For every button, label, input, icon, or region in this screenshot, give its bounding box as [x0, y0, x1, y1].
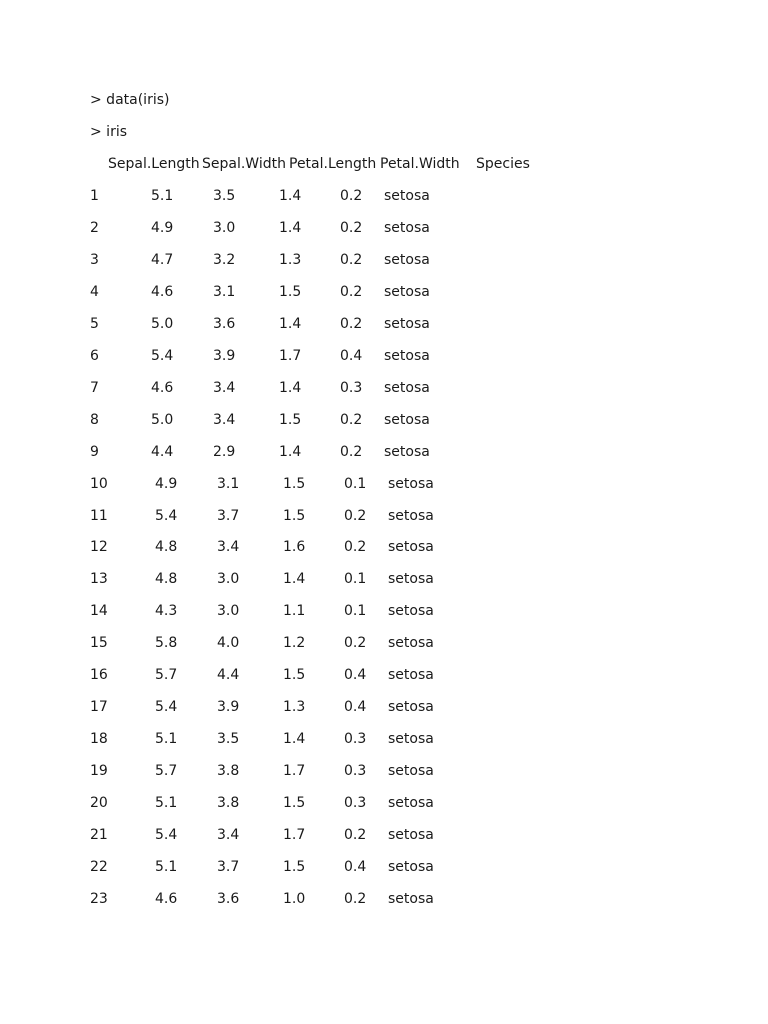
table-row	[0, 697, 768, 717]
cell-petal-width: 0.4	[344, 667, 367, 683]
cell-species: setosa	[388, 635, 434, 651]
table-row	[0, 218, 768, 238]
cell-petal-width: 0.1	[344, 603, 367, 619]
cell-sepal-length: 4.8	[155, 539, 178, 555]
cell-sepal-width: 2.9	[213, 444, 236, 460]
cell-petal-width: 0.3	[344, 763, 367, 779]
cell-sepal-width: 3.1	[213, 284, 236, 300]
cell-sepal-length: 4.6	[155, 891, 178, 907]
cell-sepal-length: 4.4	[151, 444, 174, 460]
cell-petal-length: 1.5	[279, 284, 302, 300]
cell-sepal-width: 3.5	[217, 731, 240, 747]
cell-sepal-width: 3.1	[217, 476, 240, 492]
cell-petal-width: 0.2	[340, 220, 363, 236]
table-row	[0, 825, 768, 845]
console-command-data-iris: > data(iris)	[90, 92, 170, 108]
cell-petal-length: 1.1	[283, 603, 306, 619]
row-number: 18	[90, 731, 108, 747]
cell-petal-length: 1.5	[283, 667, 306, 683]
cell-petal-width: 0.4	[344, 859, 367, 875]
cell-sepal-width: 3.8	[217, 763, 240, 779]
cell-species: setosa	[388, 891, 434, 907]
cell-petal-width: 0.3	[344, 795, 367, 811]
row-number: 17	[90, 699, 108, 715]
row-number: 1	[90, 188, 99, 204]
table-row	[0, 889, 768, 909]
row-number: 14	[90, 603, 108, 619]
cell-species: setosa	[388, 508, 434, 524]
cell-petal-width: 0.2	[344, 508, 367, 524]
cell-species: setosa	[384, 412, 430, 428]
cell-species: setosa	[384, 380, 430, 396]
cell-petal-width: 0.2	[344, 891, 367, 907]
cell-petal-length: 1.4	[279, 188, 302, 204]
cell-sepal-length: 4.3	[155, 603, 178, 619]
row-number: 4	[90, 284, 99, 300]
cell-sepal-width: 3.7	[217, 859, 240, 875]
cell-sepal-length: 4.6	[151, 284, 174, 300]
row-number: 9	[90, 444, 99, 460]
cell-petal-length: 1.4	[283, 571, 306, 587]
cell-species: setosa	[388, 667, 434, 683]
table-row	[0, 474, 768, 494]
cell-petal-length: 1.5	[283, 476, 306, 492]
table-row	[0, 378, 768, 398]
row-number: 20	[90, 795, 108, 811]
cell-petal-width: 0.2	[344, 827, 367, 843]
cell-sepal-length: 4.8	[155, 571, 178, 587]
cell-species: setosa	[388, 763, 434, 779]
cell-sepal-width: 3.6	[213, 316, 236, 332]
table-row	[0, 410, 768, 430]
cell-sepal-width: 3.4	[213, 412, 236, 428]
table-row	[0, 250, 768, 270]
cell-species: setosa	[384, 348, 430, 364]
table-row	[0, 793, 768, 813]
cell-petal-length: 1.6	[283, 539, 306, 555]
cell-sepal-length: 5.7	[155, 763, 178, 779]
cell-sepal-length: 5.4	[155, 508, 178, 524]
cell-petal-width: 0.2	[340, 444, 363, 460]
cell-species: setosa	[388, 795, 434, 811]
row-number: 15	[90, 635, 108, 651]
cell-sepal-width: 3.6	[217, 891, 240, 907]
cell-sepal-length: 4.7	[151, 252, 174, 268]
table-row	[0, 665, 768, 685]
cell-petal-length: 1.3	[279, 252, 302, 268]
row-number: 16	[90, 667, 108, 683]
cell-sepal-length: 4.9	[155, 476, 178, 492]
row-number: 8	[90, 412, 99, 428]
cell-petal-width: 0.4	[340, 348, 363, 364]
cell-species: setosa	[384, 444, 430, 460]
row-number: 7	[90, 380, 99, 396]
cell-petal-length: 1.4	[279, 220, 302, 236]
cell-sepal-width: 3.9	[213, 348, 236, 364]
column-header-petal-length: Petal.Length	[289, 156, 377, 172]
cell-species: setosa	[388, 571, 434, 587]
cell-sepal-length: 5.4	[151, 348, 174, 364]
cell-species: setosa	[384, 252, 430, 268]
cell-petal-length: 1.5	[283, 508, 306, 524]
cell-sepal-length: 5.7	[155, 667, 178, 683]
cell-sepal-width: 3.4	[217, 539, 240, 555]
cell-petal-width: 0.4	[344, 699, 367, 715]
row-number: 6	[90, 348, 99, 364]
cell-sepal-length: 4.9	[151, 220, 174, 236]
cell-petal-width: 0.3	[344, 731, 367, 747]
row-number: 5	[90, 316, 99, 332]
cell-sepal-width: 3.8	[217, 795, 240, 811]
row-number: 22	[90, 859, 108, 875]
cell-petal-length: 1.7	[283, 827, 306, 843]
cell-petal-length: 1.7	[283, 763, 306, 779]
cell-sepal-length: 5.1	[155, 795, 178, 811]
table-row	[0, 569, 768, 589]
row-number: 19	[90, 763, 108, 779]
row-number: 10	[90, 476, 108, 492]
table-row	[0, 442, 768, 462]
cell-sepal-length: 5.1	[151, 188, 174, 204]
column-header-petal-width: Petal.Width	[380, 156, 460, 172]
cell-petal-width: 0.2	[340, 284, 363, 300]
row-number: 13	[90, 571, 108, 587]
table-row	[0, 537, 768, 557]
cell-sepal-width: 3.2	[213, 252, 236, 268]
cell-species: setosa	[388, 859, 434, 875]
cell-petal-width: 0.2	[344, 635, 367, 651]
cell-petal-width: 0.3	[340, 380, 363, 396]
table-row	[0, 761, 768, 781]
cell-species: setosa	[388, 476, 434, 492]
cell-petal-length: 1.0	[283, 891, 306, 907]
cell-species: setosa	[388, 603, 434, 619]
cell-sepal-length: 5.1	[155, 731, 178, 747]
cell-sepal-width: 3.0	[213, 220, 236, 236]
cell-species: setosa	[388, 539, 434, 555]
column-header-sepal-width: Sepal.Width	[202, 156, 286, 172]
cell-sepal-width: 3.9	[217, 699, 240, 715]
cell-species: setosa	[384, 284, 430, 300]
cell-petal-length: 1.4	[279, 316, 302, 332]
cell-petal-length: 1.4	[283, 731, 306, 747]
cell-petal-length: 1.5	[283, 795, 306, 811]
cell-sepal-length: 5.0	[151, 316, 174, 332]
row-number: 12	[90, 539, 108, 555]
cell-sepal-width: 4.4	[217, 667, 240, 683]
row-number: 3	[90, 252, 99, 268]
cell-petal-width: 0.2	[340, 252, 363, 268]
console-command-iris: > iris	[90, 124, 128, 140]
cell-species: setosa	[384, 188, 430, 204]
cell-sepal-width: 4.0	[217, 635, 240, 651]
cell-petal-length: 1.5	[283, 859, 306, 875]
cell-species: setosa	[384, 316, 430, 332]
cell-sepal-width: 3.7	[217, 508, 240, 524]
cell-petal-width: 0.2	[340, 188, 363, 204]
cell-species: setosa	[388, 731, 434, 747]
cell-petal-width: 0.1	[344, 476, 367, 492]
table-row	[0, 282, 768, 302]
cell-petal-width: 0.1	[344, 571, 367, 587]
cell-petal-width: 0.2	[344, 539, 367, 555]
cell-sepal-width: 3.0	[217, 603, 240, 619]
row-number: 23	[90, 891, 108, 907]
cell-species: setosa	[388, 827, 434, 843]
cell-sepal-length: 5.4	[155, 827, 178, 843]
cell-petal-length: 1.4	[279, 380, 302, 396]
table-row	[0, 633, 768, 653]
column-header-sepal-length: Sepal.Length	[108, 156, 200, 172]
cell-species: setosa	[384, 220, 430, 236]
cell-sepal-length: 5.8	[155, 635, 178, 651]
row-number: 21	[90, 827, 108, 843]
row-number: 2	[90, 220, 99, 236]
table-row	[0, 601, 768, 621]
table-row	[0, 857, 768, 877]
cell-petal-width: 0.2	[340, 412, 363, 428]
cell-species: setosa	[388, 699, 434, 715]
cell-sepal-length: 5.1	[155, 859, 178, 875]
table-row	[0, 186, 768, 206]
cell-sepal-width: 3.4	[213, 380, 236, 396]
cell-petal-length: 1.3	[283, 699, 306, 715]
table-row	[0, 506, 768, 526]
cell-petal-width: 0.2	[340, 316, 363, 332]
column-header-species: Species	[476, 156, 530, 172]
table-row	[0, 729, 768, 749]
row-number: 11	[90, 508, 108, 524]
table-row	[0, 314, 768, 334]
cell-petal-length: 1.2	[283, 635, 306, 651]
cell-sepal-width: 3.4	[217, 827, 240, 843]
cell-sepal-length: 5.0	[151, 412, 174, 428]
cell-sepal-length: 5.4	[155, 699, 178, 715]
cell-sepal-width: 3.5	[213, 188, 236, 204]
table-row	[0, 346, 768, 366]
cell-petal-length: 1.7	[279, 348, 302, 364]
cell-sepal-width: 3.0	[217, 571, 240, 587]
cell-sepal-length: 4.6	[151, 380, 174, 396]
cell-petal-length: 1.5	[279, 412, 302, 428]
cell-petal-length: 1.4	[279, 444, 302, 460]
